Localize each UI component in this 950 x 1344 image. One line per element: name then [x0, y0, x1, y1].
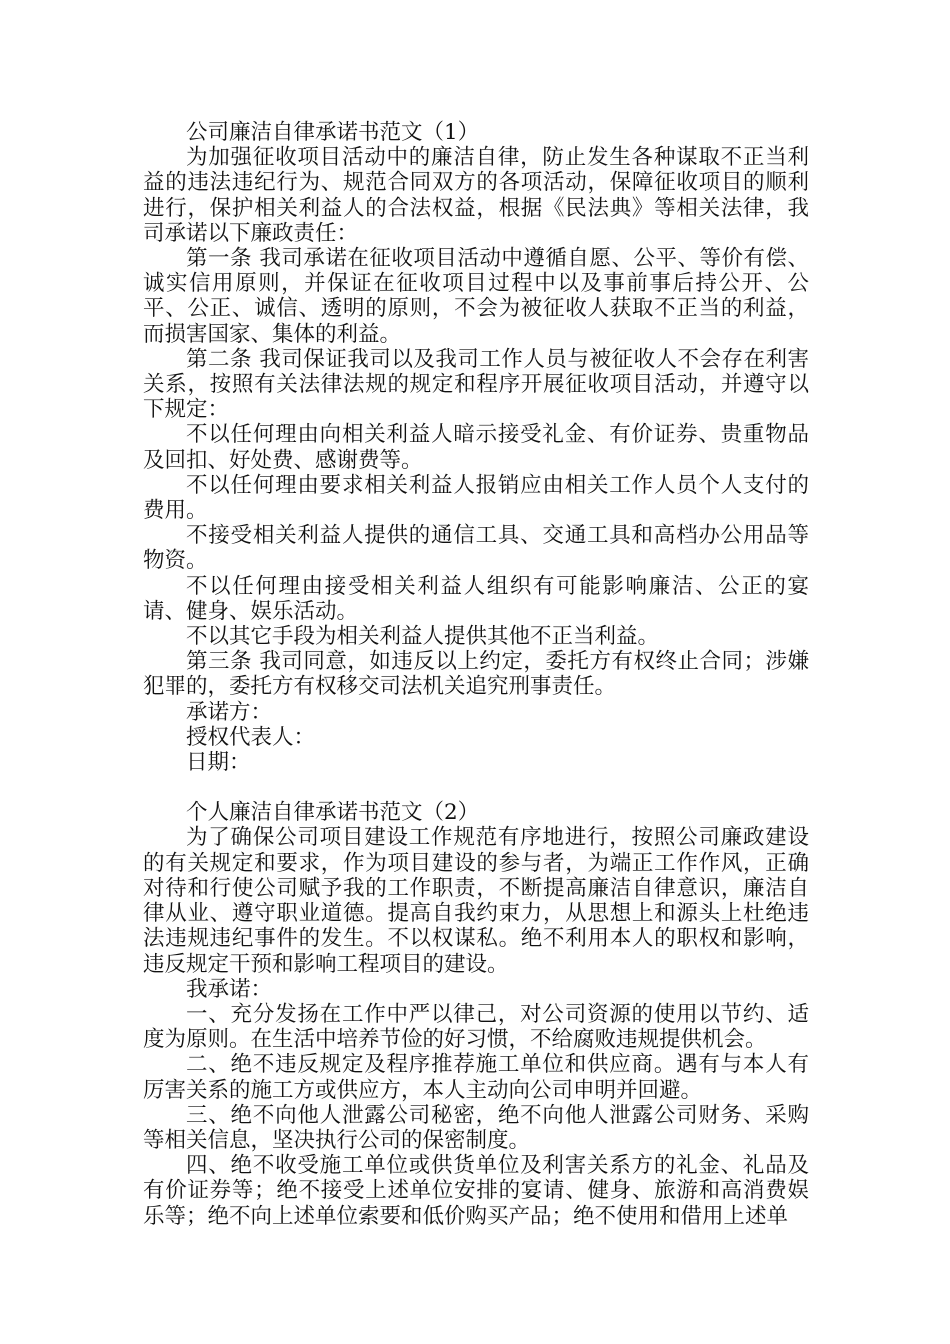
paragraph: 第一条 我司承诺在征收项目活动中遵循自愿、公平、等价有偿、诚实信用原则，并保证在征收项目过程中以及事前事后持公开、公平、公正、诚信、透明的原则，不会为被征收人获取不正当的利益，而损害国家、集体的利益。 — [143, 246, 809, 347]
paragraph: 第二条 我司保证我司以及我司工作人员与被征收人不会存在利害关系，按照有关法律法规的规定和程序开展征收项目活动，并遵守以下规定： — [143, 346, 809, 423]
section-title: 公司廉洁自律承诺书范文（1） — [186, 120, 480, 145]
authorized-representative-label: 授权代表人： — [186, 724, 316, 750]
paragraph: 四、绝不收受施工单位或供货单位及利害关系方的礼金、礼品及有价证券等；绝不接受上述单位安排的宴请、健身、旅游和高消费娱乐等；绝不向上述单位索要和低价购买产品；绝不使用和借用上述单 — [143, 1153, 809, 1229]
section-title: 个人廉洁自律承诺书范文（2） — [186, 800, 480, 826]
paragraph: 为了确保公司项目建设工作规范有序地进行，按照公司廉政建设的有关规定和要求，作为项目建设的参与者，为端正工作作风，正确对待和行使公司赋予我的工作职责，不断提高廉洁自律意识，廉洁自律从业、遵守职业道德。提高自我约束力，从思想上和源头上杜绝违法违规违纪事件的发生。不以权谋私。绝不利用本人的职权和影响，违反规定干预和影响工程项目的建设。 — [143, 825, 809, 977]
paragraph: 不以任何理由接受相关利益人组织有可能影响廉洁、公正的宴请、健身、娱乐活动。 — [143, 573, 809, 624]
section-company-pledge — [143, 120, 809, 775]
paragraph: 一、充分发扬在工作中严以律己，对公司资源的使用以节约、适度为原则。在生活中培养节俭的好习惯，不给腐败违规提供机会。 — [143, 1001, 809, 1053]
paragraph: 三、绝不向他人泄露公司秘密，绝不向他人泄露公司财务、采购等相关信息，坚决执行公司的保密制度。 — [143, 1102, 809, 1153]
date-label: 日期： — [186, 750, 251, 776]
paragraph: 二、绝不违反规定及程序推荐施工单位和供应商。遇有与本人有厉害关系的施工方或供应方，本人主动向公司申明并回避。 — [143, 1052, 809, 1103]
paragraph: 不以任何理由向相关利益人暗示接受礼金、有价证券、贵重物品及回扣、好处费、感谢费等。 — [143, 422, 809, 473]
paragraph: 我承诺： — [186, 976, 273, 1002]
paragraph: 不以任何理由要求相关利益人报销应由相关工作人员个人支付的费用。 — [143, 472, 809, 524]
paragraph: 不接受相关利益人提供的通信工具、交通工具和高档办公用品等物资。 — [143, 523, 809, 574]
document-body — [143, 120, 809, 1229]
paragraph: 不以其它手段为相关利益人提供其他不正当利益。 — [186, 624, 660, 650]
paragraph: 为加强征收项目活动中的廉洁自律，防止发生各种谋取不正当利益的违法违纪行为、规范合同双方的各项活动，保障征收项目的顺利进行，保护相关利益人的合法权益，根据《民法典》等相关法律，我司承诺以下廉政责任： — [143, 145, 809, 246]
paragraph: 第三条 我司同意，如违反以上约定，委托方有权终止合同；涉嫌犯罪的，委托方有权移交司法机关追究刑事责任。 — [143, 649, 809, 700]
signature-party-label: 承诺方： — [186, 699, 273, 725]
section-personal-pledge — [143, 800, 809, 1228]
